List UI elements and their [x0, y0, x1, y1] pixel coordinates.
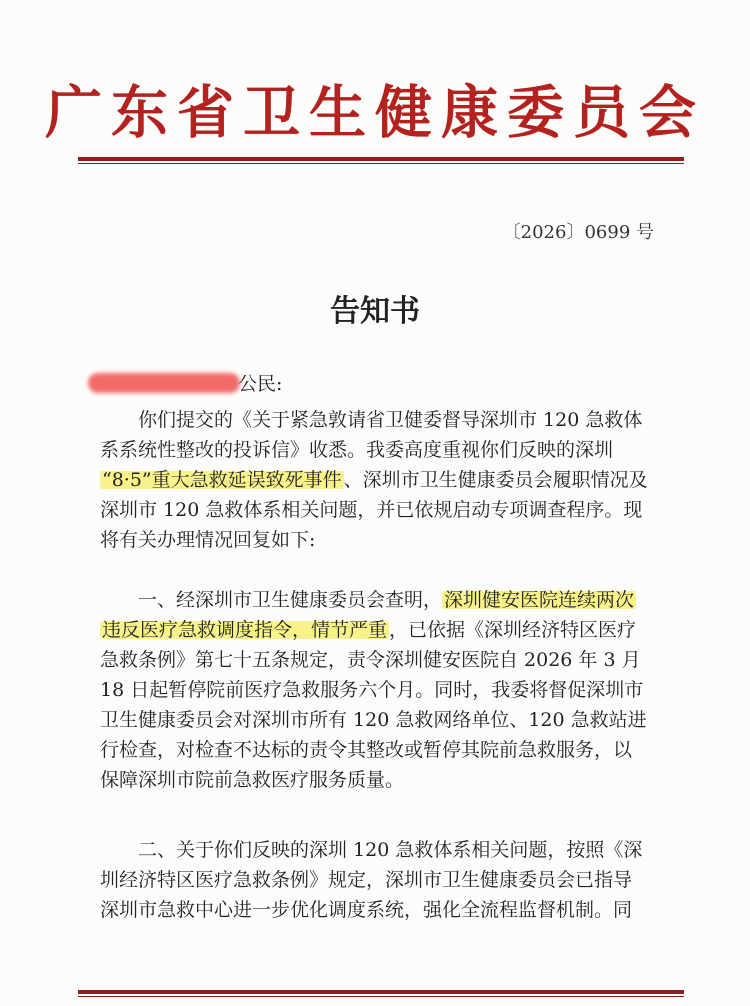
- paragraph-line: 18 日起暂停院前医疗急救服务六个月。同时，我委将督促深圳市: [100, 679, 644, 701]
- highlighted-text: 深圳健安医院连续两次: [444, 589, 635, 611]
- paragraph-3: [100, 835, 660, 925]
- notice-title: 告知书: [330, 294, 420, 329]
- paragraph-line: 深圳市 120 急救体系相关问题，并已依规启动专项调查程序。现: [100, 499, 643, 521]
- paragraph-line: [100, 615, 660, 645]
- line-text: 、深圳市卫生健康委员会履职情况及: [343, 469, 648, 491]
- issuer-title: 广东省卫生健康委员会: [45, 79, 705, 146]
- redacted-name-mark: [88, 373, 240, 393]
- footer-rule-thick: [78, 990, 684, 994]
- paragraph-1: [100, 405, 660, 555]
- highlighted-text: “8·5”重大急救延误致死事件: [102, 469, 342, 491]
- paragraph-line: [100, 465, 660, 495]
- paragraph-line: 卫生健康委员会对深圳市所有 120 急救网络单位、120 急救站进: [100, 709, 647, 731]
- line-text: ，已依据《深圳经济特区医疗: [389, 619, 637, 641]
- paragraph-line: [100, 585, 660, 615]
- paragraph-line: 你们提交的《关于紧急敦请省卫健委督导深圳市 120 急救体: [138, 409, 643, 431]
- paragraph-line: 二、关于你们反映的深圳 120 急救体系相关问题，按照《深: [138, 839, 643, 861]
- highlighted-text: 违反医疗急救调度指令，情节严重: [102, 619, 388, 641]
- paragraph-line: 急救条例》第七十五条规定，责令深圳健安医院自 2026 年 3 月: [100, 649, 641, 671]
- paragraph-line: 系系统性整改的投诉信》收悉。我委高度重视你们反映的深圳: [100, 439, 614, 461]
- header-rule-thick: [78, 157, 684, 161]
- paragraph-2: [100, 585, 660, 795]
- salutation-text: 公民:: [238, 373, 283, 395]
- salutation: [80, 370, 680, 398]
- paragraph-line: 行检查，对检查不达标的责令其整改或暂停其院前急救服务，以: [100, 739, 633, 761]
- document-number: 〔2026〕0699 号: [502, 222, 654, 243]
- line-text: 一、经深圳市卫生健康委员会查明，: [138, 589, 443, 611]
- header-rule-thin: [78, 163, 684, 164]
- paragraph-line: 深圳市急救中心进一步优化调度系统，强化全流程监督机制。同: [100, 899, 633, 921]
- paragraph-line: 保障深圳市院前急救医疗服务质量。: [100, 769, 405, 791]
- footer-rule-thin: [78, 996, 684, 997]
- paragraph-line: 圳经济特区医疗急救条例》规定，深圳市卫生健康委员会已指导: [100, 869, 633, 891]
- paragraph-line: 将有关办理情况回复如下:: [100, 529, 316, 551]
